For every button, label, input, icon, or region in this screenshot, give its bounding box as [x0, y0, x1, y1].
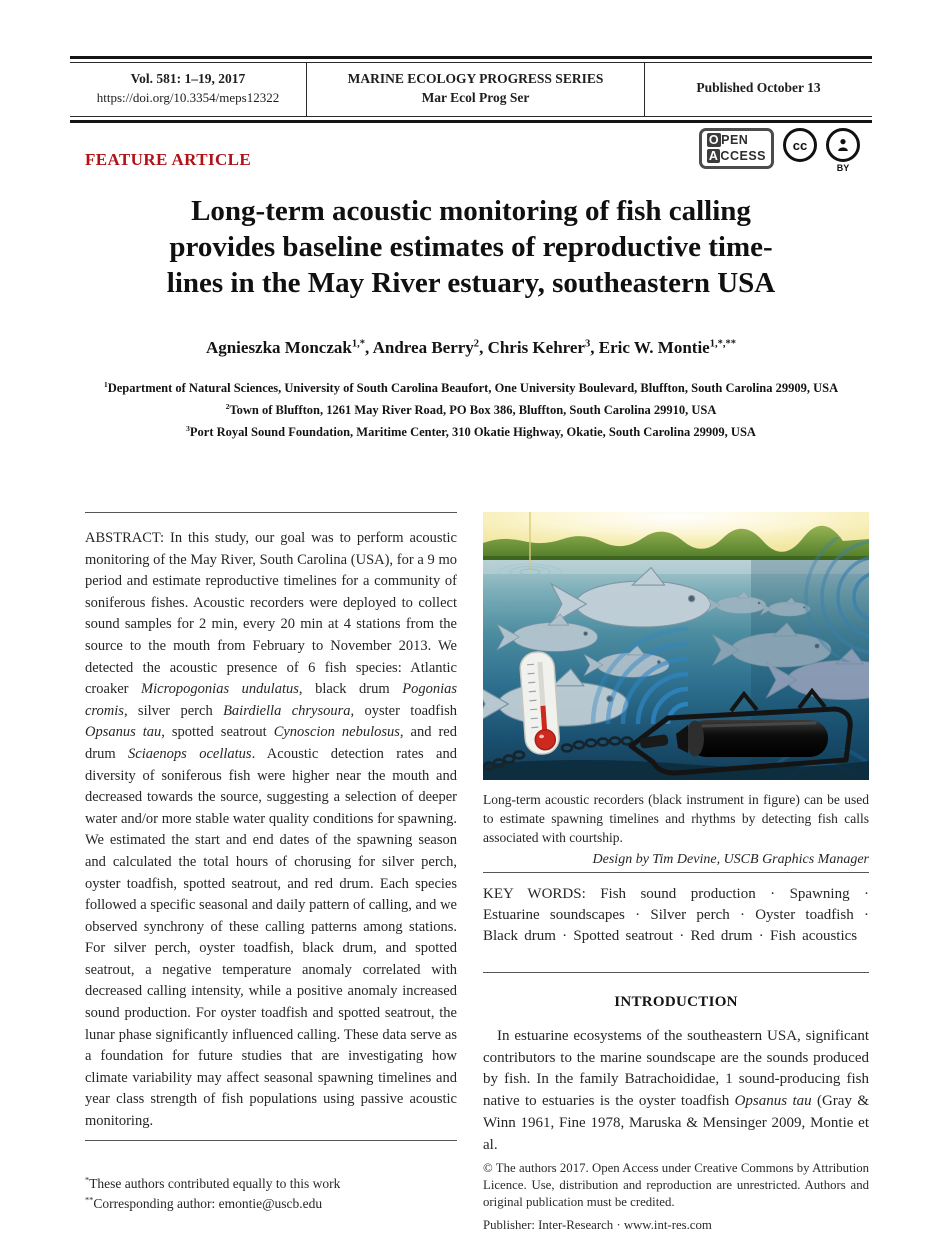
- author-separator: ,: [365, 338, 373, 357]
- attribution-person-icon: [826, 128, 860, 162]
- header-row: [70, 63, 872, 116]
- footnote-equal-contribution: [85, 1174, 457, 1194]
- footnote-text: These authors contributed equally to this work: [89, 1176, 341, 1191]
- title-line-2: provides baseline estimates of reproductive time-: [169, 230, 773, 263]
- volume-line: Vol. 581: 1–19, 2017: [130, 71, 246, 87]
- footnote-marker: *: [85, 1175, 90, 1185]
- by-label: BY: [836, 163, 850, 173]
- abstract-text: ABSTRACT: In this study, our goal was to perform acoustic monitoring of the May River, South Carolina (USA), for a 9 mo period and estimate reproductive timelines for a community of soniferous fishes. Acoustic recorders were deployed to collect sound samples for 2 min, every 20 min at 4 stations from the source to the mouth from February to November 2013. We detected the acoustic presence of 6 fish species: Atlantic croaker Micropogonias undulatus, black drum Pogonias cromis, silver perch Bairdiella chrysoura, oyster toadfish Opsanus tau, spotted seatrout Cynoscion nebulosus, and red drum Sciaenops ocellatus. Acoustic detection rates and diversity of soniferous fish were higher near the mouth and decreased towards the source, suggesting a selection of deeper water and/or more stable water quality conditions for spawning. We estimated the start and end dates of the spawning season and calculated the total hours of chorusing for silver perch, oyster toadfish, spotted seatrout, and red drum. Each species followed a specific seasonal and daily pattern of calling, and we observed synchrony of these calling patterns among stations. For silver perch, oyster toadfish, black drum, and spotted seatrout, a negative temperature anomaly correlated with decreased calling intensity, while a positive anomaly increased sound production. For oyster toadfish and spotted seatrout, the lunar phase significantly influenced calling. These data serve as a foundation for future studies that are investigating how climate variability may affect seasonal spawning timelines and year class strength of fish populations using passive acoustic monitoring.: [85, 530, 458, 1130]
- header-published-cell: [645, 63, 872, 116]
- feature-article-label: FEATURE ARTICLE: [85, 150, 252, 169]
- author-name: Andrea Berry: [372, 338, 474, 357]
- affiliation-marker: 3: [186, 423, 190, 433]
- copyright-notice: © The authors 2017. Open Access under Creative Commons by Attribution Licence. Use, distribution and reproduction are unrestricted. Authors and original publication must be credited.: [483, 1161, 869, 1209]
- header-volume-cell: [70, 63, 306, 116]
- cc-by-badge: [826, 128, 860, 173]
- license-badges: [699, 128, 860, 173]
- affiliation-text: Department of Natural Sciences, University of South Carolina Beaufort, One University Boulevard, Bluffton, South Carolina 29909, USA: [107, 381, 839, 395]
- figure-illustration: [483, 512, 869, 780]
- header-journal-cell: [306, 63, 645, 116]
- doi-link[interactable]: https://doi.org/10.3354/meps12322: [96, 90, 280, 106]
- thermometer-icon: [519, 651, 560, 755]
- author-affil-marker: 2: [473, 338, 480, 350]
- publisher-label: Publisher: Inter-Research ·: [483, 1218, 624, 1232]
- footnote-text: Corresponding author:: [93, 1196, 219, 1212]
- section-rule: [483, 972, 869, 973]
- header-top-rule: [70, 56, 872, 59]
- author-affil-marker: 3: [584, 338, 591, 350]
- author-name: Eric W. Montie: [598, 338, 710, 357]
- author-affil-marker: 1,*,**: [709, 338, 737, 350]
- affiliation-2: [85, 400, 857, 422]
- keywords-text: KEY WORDS: Fish sound production · Spawning · Estuarine soundscapes · Silver perch · Oyster toadfish · Black drum · Spotted seatrout · Red drum · Fish acoustics: [483, 886, 869, 944]
- affiliation-text: Port Royal Sound Foundation, Maritime Center, 310 Okatie Highway, Okatie, South Carolina 29909, USA: [189, 424, 756, 439]
- open-access-line2: ACCESS: [708, 148, 766, 163]
- footnote-section: [85, 1140, 457, 1215]
- affiliation-1: [85, 378, 857, 400]
- journal-title: MARINE ECOLOGY PROGRESS SERIES: [347, 71, 604, 86]
- journal-abbrev: Mar Ecol Prog Ser: [421, 89, 530, 105]
- author-name: Agnieszka Monczak: [205, 338, 352, 357]
- author-separator: ,: [590, 338, 599, 357]
- author-affil-marker: 1,*: [351, 338, 366, 350]
- creative-commons-icon: cc: [783, 128, 817, 162]
- footnote-marker: **: [85, 1195, 94, 1205]
- author-affiliations: [85, 378, 857, 444]
- published-date: Published October 13: [696, 80, 821, 96]
- figure-caption-block: [483, 790, 869, 868]
- figure-caption: Long-term acoustic recorders (black instrument in figure) can be used to estimate spawning timelines and rhythms by detecting fish calls associated with courtship.: [483, 792, 869, 846]
- introduction-text: In estuarine ecosystems of the southeastern USA, significant contributors to the marine soundscape are the sounds produced by fish. In the family Batrachoididae, 1 sound-producing fish native to estuaries is the oyster toadfish Opsanus tau (Gray & Winn 1961, Fine 1978, Maruska & Mensinger 2009, Montie et al.: [483, 1028, 869, 1153]
- author-name: Chris Kehrer: [487, 338, 585, 357]
- footnote-corresponding-author: [85, 1194, 457, 1214]
- open-access-line1: OPEN: [708, 133, 749, 147]
- website-link[interactable]: www.int-res.com: [623, 1218, 712, 1232]
- affiliation-marker: 2: [225, 401, 230, 411]
- publisher-line: [483, 1218, 869, 1233]
- abstract-section: [85, 512, 457, 1133]
- affiliation-marker: 1: [103, 379, 108, 389]
- title-line-3: lines in the May River estuary, southeastern USA: [166, 266, 776, 299]
- person-icon: [835, 137, 851, 153]
- figure-credit: Design by Tim Devine, USCB Graphics Manager: [592, 852, 869, 868]
- email-link[interactable]: emontie@uscb.edu: [218, 1196, 323, 1212]
- section-rule: [483, 872, 869, 873]
- header-bottom-rule: [70, 120, 872, 123]
- affiliation-3: [85, 422, 857, 444]
- introduction-heading: INTRODUCTION: [614, 994, 738, 1010]
- author-byline: [85, 338, 857, 358]
- affiliation-text: Town of Bluffton, 1261 May River Road, PO Box 386, Bluffton, South Carolina 29910, USA: [229, 402, 717, 417]
- author-separator: ,: [479, 338, 488, 357]
- article-title: [85, 194, 857, 302]
- journal-header: [70, 56, 872, 123]
- header-bottom-thin-rule: [70, 116, 872, 117]
- open-access-badge: [699, 128, 774, 169]
- title-line-1: Long-term acoustic monitoring of fish calling: [191, 195, 751, 227]
